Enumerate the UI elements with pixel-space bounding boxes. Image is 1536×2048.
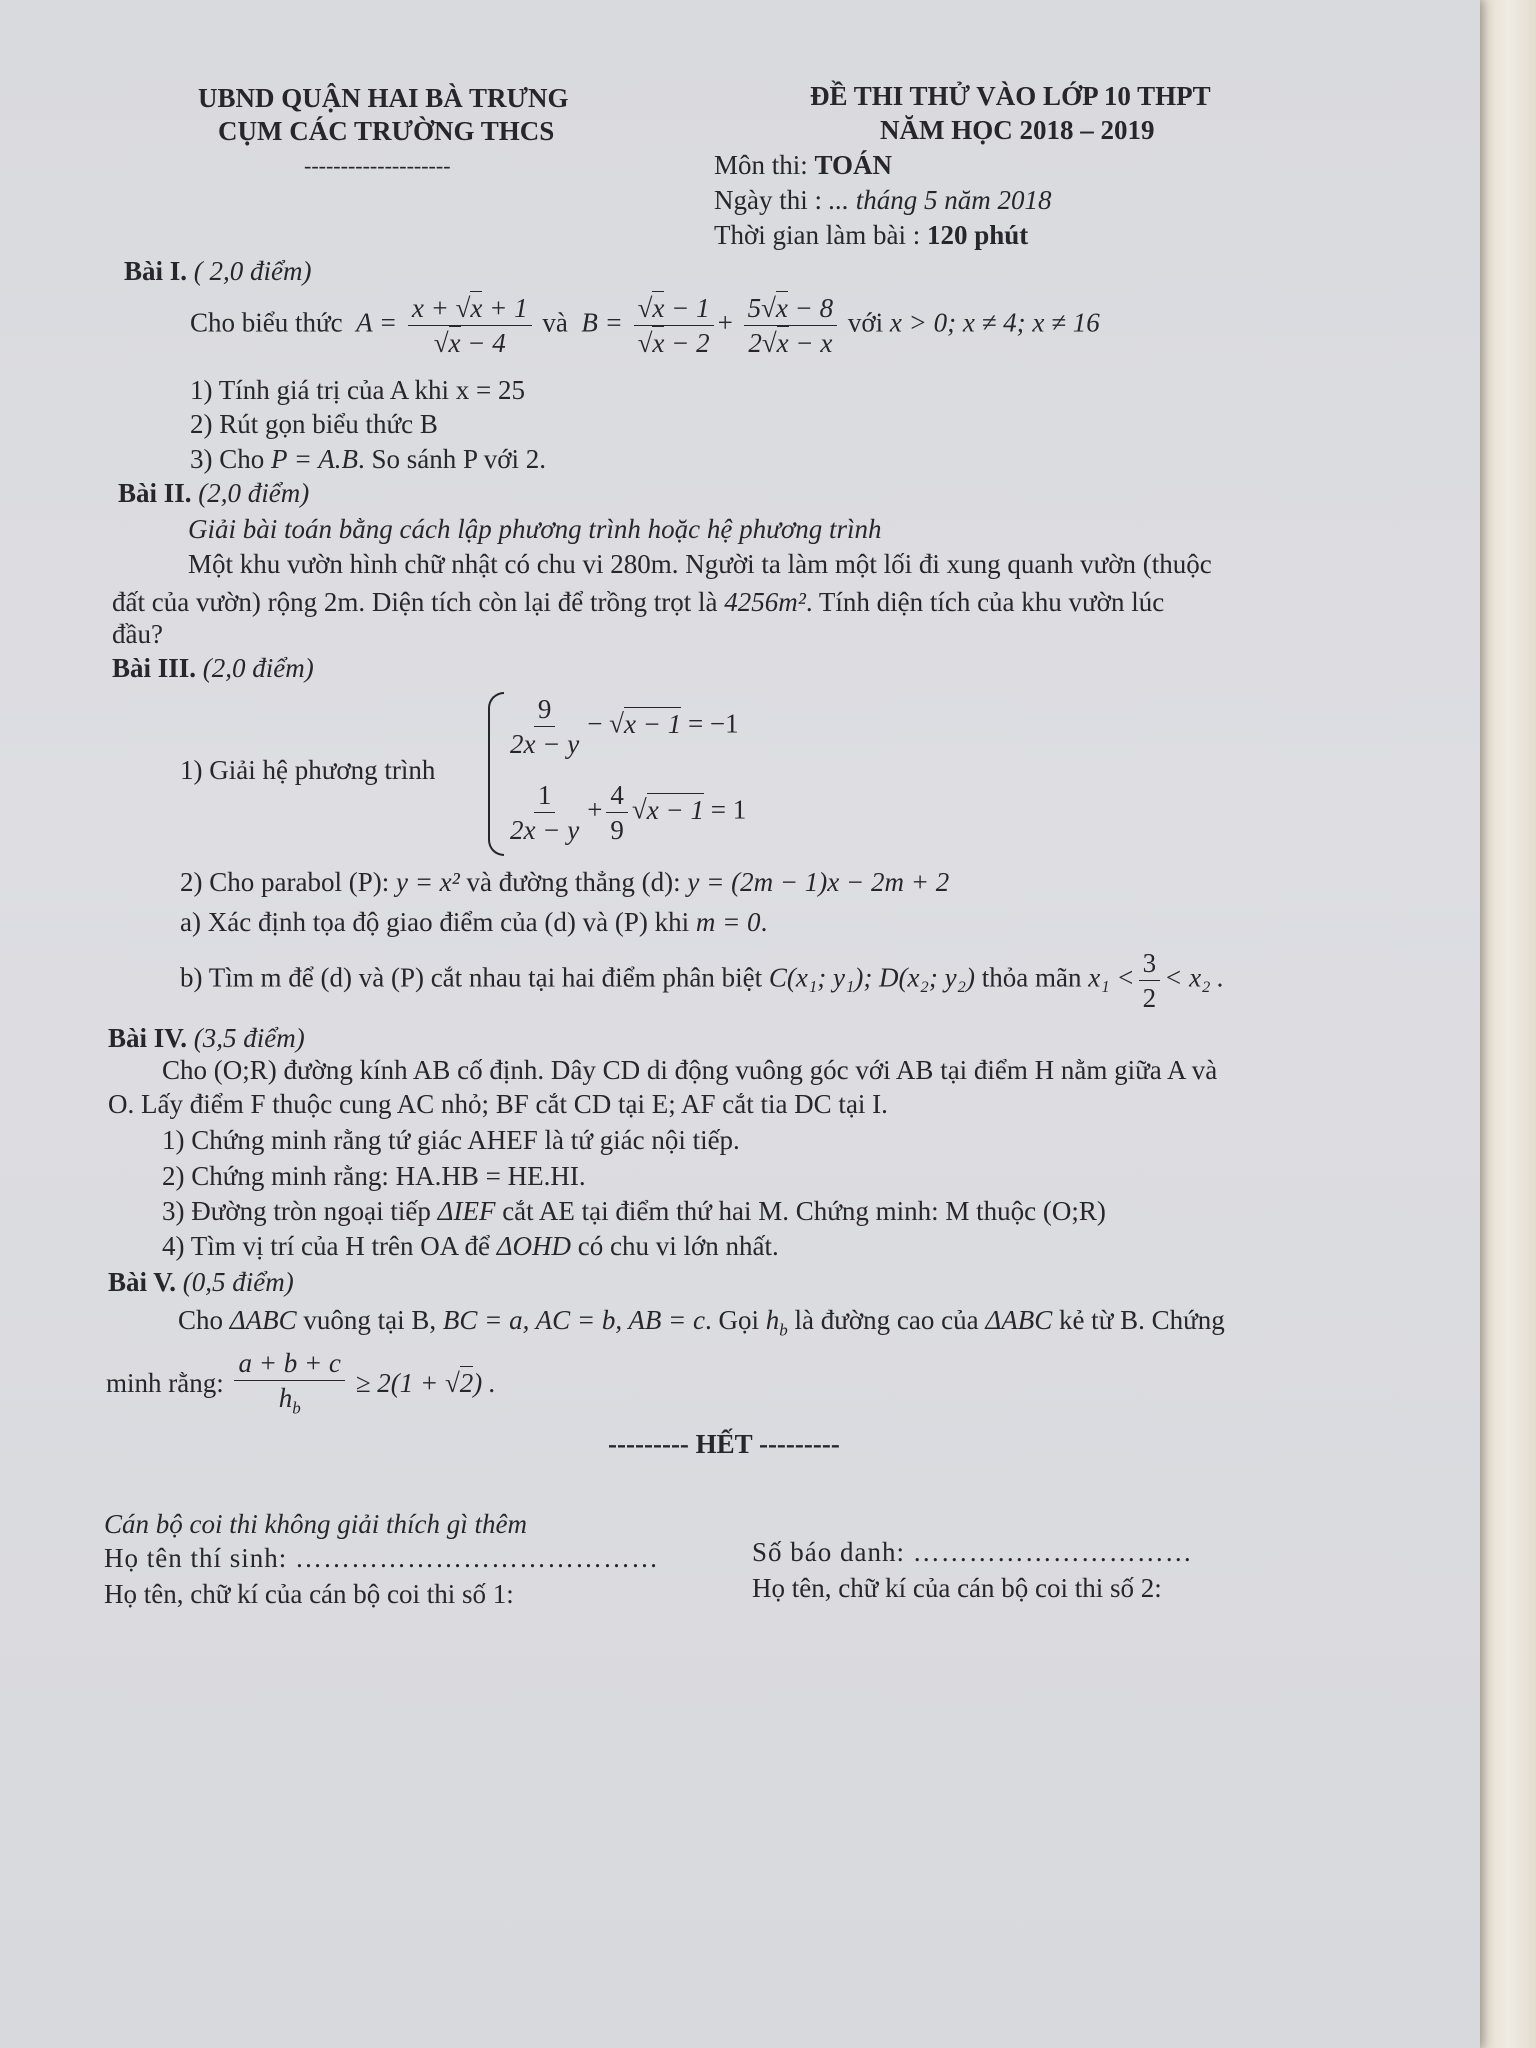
fraction-a: $\frac{x + √x + 1}{√x - 4}$ (408, 293, 532, 358)
bai1-title: Bài I. (124, 256, 188, 286)
bai1-q3: 3) Cho P = A.B. So sánh P với 2. (190, 444, 547, 474)
bai4-q2: 2) Chứng minh rằng: HA.HB = HE.HI. (162, 1161, 586, 1191)
bai2-line3: đầu? (112, 619, 163, 649)
bai1-and: và (542, 307, 568, 338)
subject-line (714, 149, 892, 181)
bai3-title: Bài III. (112, 653, 197, 683)
fraction-b1: $\frac{√x - 1}{√x - 2}$ (634, 293, 714, 358)
time-value: 120 phút (926, 220, 1029, 250)
proctor1-signature: Họ tên, chữ kí của cán bộ coi thi số 1: (104, 1579, 514, 1609)
bai5-line1: Cho ΔABC vuông tại B, BC = a, AC = b, AB = c. Gọi $h_b$ là đường cao của ΔABC kẻ từ B. Chứng (178, 1305, 1225, 1340)
bai2-line2: đất của vườn) rộng 2m. Diện tích còn lại để trồng trọt là 4256m². Tính diện tích của khu vườn lúc (112, 587, 1165, 617)
footer-note: Cán bộ coi thi không giải thích gì thêm (104, 1509, 527, 1539)
bai5-points: (0,5 điểm) (182, 1267, 294, 1297)
inequality-fraction: $\frac{a + b + c}{h_b}$ (234, 1348, 344, 1423)
bai4-heading (108, 1022, 305, 1054)
bai2-points: (2,0 điểm) (198, 478, 310, 508)
end-mark: --------- HẾT --------- (608, 1429, 840, 1459)
bai1-condition: x > 0; x ≠ 4; x ≠ 16 (889, 307, 1100, 338)
system-eq2: $\frac{1}{2x - y}$ + $\frac{4}{9}$ √x − 1 = 1 (510, 780, 747, 845)
student-name-field[interactable]: Họ tên thí sinh: ………………………………… (104, 1543, 659, 1573)
bai3-qb: b) Tìm m để (d) và (P) cắt nhau tại hai điểm phân biệt C(x₁; y₁); D(x₂; y₂) thỏa mãn x₁ < $\frac{3}{2}$ < x₂ . (180, 948, 1224, 1013)
bai1-expression-line: Cho biểu thức A = $\frac{x + √x + 1}{√x - 4}$ và B = $\frac{√x - 1}{√x - 2}$ + $\frac{5√x - 8}{2√x - x}$ với x > 0; x ≠ 4; x ≠ 16 (190, 293, 1100, 358)
time-label: Thời gian làm bài : (714, 220, 921, 250)
expr-b: B = (574, 307, 623, 338)
system-eq1: $\frac{9}{2x - y}$ − √x − 1 = −1 (510, 694, 739, 759)
bai2-title: Bài II. (118, 478, 192, 508)
bai4-points: (3,5 điểm) (193, 1023, 305, 1053)
bai4-q1: 1) Chứng minh rằng tứ giác AHEF là tứ giác nội tiếp. (162, 1125, 740, 1155)
bai1-q1: 1) Tính giá trị của A khi x = 25 (190, 375, 525, 405)
bai5-title: Bài V. (108, 1267, 177, 1297)
header-left-line1: UBND QUẬN HAI BÀ TRƯNG (198, 83, 569, 113)
header-left-rule: -------------------- (304, 153, 451, 178)
bai1-cond-prefix: với (847, 307, 884, 338)
bai5-line2: minh rằng: $\frac{a + b + c}{h_b}$ ≥ 2(1 + √2) . (106, 1348, 496, 1423)
header-right-line1: ĐỀ THI THỬ VÀO LỚP 10 THPT (810, 81, 1211, 111)
bai4-line2: O. Lấy điểm F thuộc cung AC nhỏ; BF cắt CD tại E; AF cắt tia DC tại I. (108, 1089, 888, 1119)
bai2-line1: Một khu vườn hình chữ nhật có chu vi 280m. Người ta làm một lối đi xung quanh vườn (thuộc (188, 549, 1212, 579)
bai3-qa: a) Xác định tọa độ giao điểm của (d) và (P) khi m = 0. (180, 907, 768, 937)
bai5-heading (108, 1266, 294, 1298)
time-line (714, 219, 1028, 251)
header-right-line2: NĂM HỌC 2018 – 2019 (880, 115, 1155, 145)
bai4-q3: 3) Đường tròn ngoại tiếp ΔIEF cắt AE tại điểm thứ hai M. Chứng minh: M thuộc (O;R) (162, 1196, 1106, 1226)
bai3-q1-label: 1) Giải hệ phương trình (180, 755, 436, 785)
bai1-q2: 2) Rút gọn biểu thức B (190, 409, 438, 439)
bai2-instruction: Giải bài toán bằng cách lập phương trình hoặc hệ phương trình (188, 514, 882, 544)
bai3-heading (112, 652, 314, 684)
expr-a: A = (349, 307, 398, 338)
bai3-q2: 2) Cho parabol (P): y = x² và đường thẳng (d): y = (2m − 1)x − 2m + 2 (180, 867, 950, 897)
fraction-b2: $\frac{5√x - 8}{2√x - x}$ (744, 293, 838, 358)
bai1-points: ( 2,0 điểm) (193, 256, 312, 286)
bai2-heading (118, 477, 309, 509)
date-value: ... tháng 5 năm 2018 (828, 185, 1052, 215)
date-line (714, 184, 1052, 216)
bai4-title: Bài IV. (108, 1023, 188, 1053)
bai3-points: (2,0 điểm) (202, 653, 314, 683)
candidate-number-field[interactable]: Số báo danh: ………………………… (752, 1537, 1193, 1567)
subject-label: Môn thi: (714, 150, 808, 180)
bai4-line1: Cho (O;R) đường kính AB cố định. Dây CD di động vuông góc với AB tại điểm H nằm giữa A và (162, 1055, 1218, 1085)
subject-value: TOÁN (814, 150, 893, 180)
header-left-line2: CỤM CÁC TRƯỜNG THCS (218, 116, 555, 146)
proctor2-signature: Họ tên, chữ kí của cán bộ coi thi số 2: (752, 1573, 1162, 1603)
bai4-q4: 4) Tìm vị trí của H trên OA để ΔOHD có chu vi lớn nhất. (162, 1231, 779, 1261)
date-label: Ngày thi : (714, 185, 822, 215)
bai1-heading (124, 255, 312, 287)
bai1-intro: Cho biểu thức (190, 307, 343, 338)
